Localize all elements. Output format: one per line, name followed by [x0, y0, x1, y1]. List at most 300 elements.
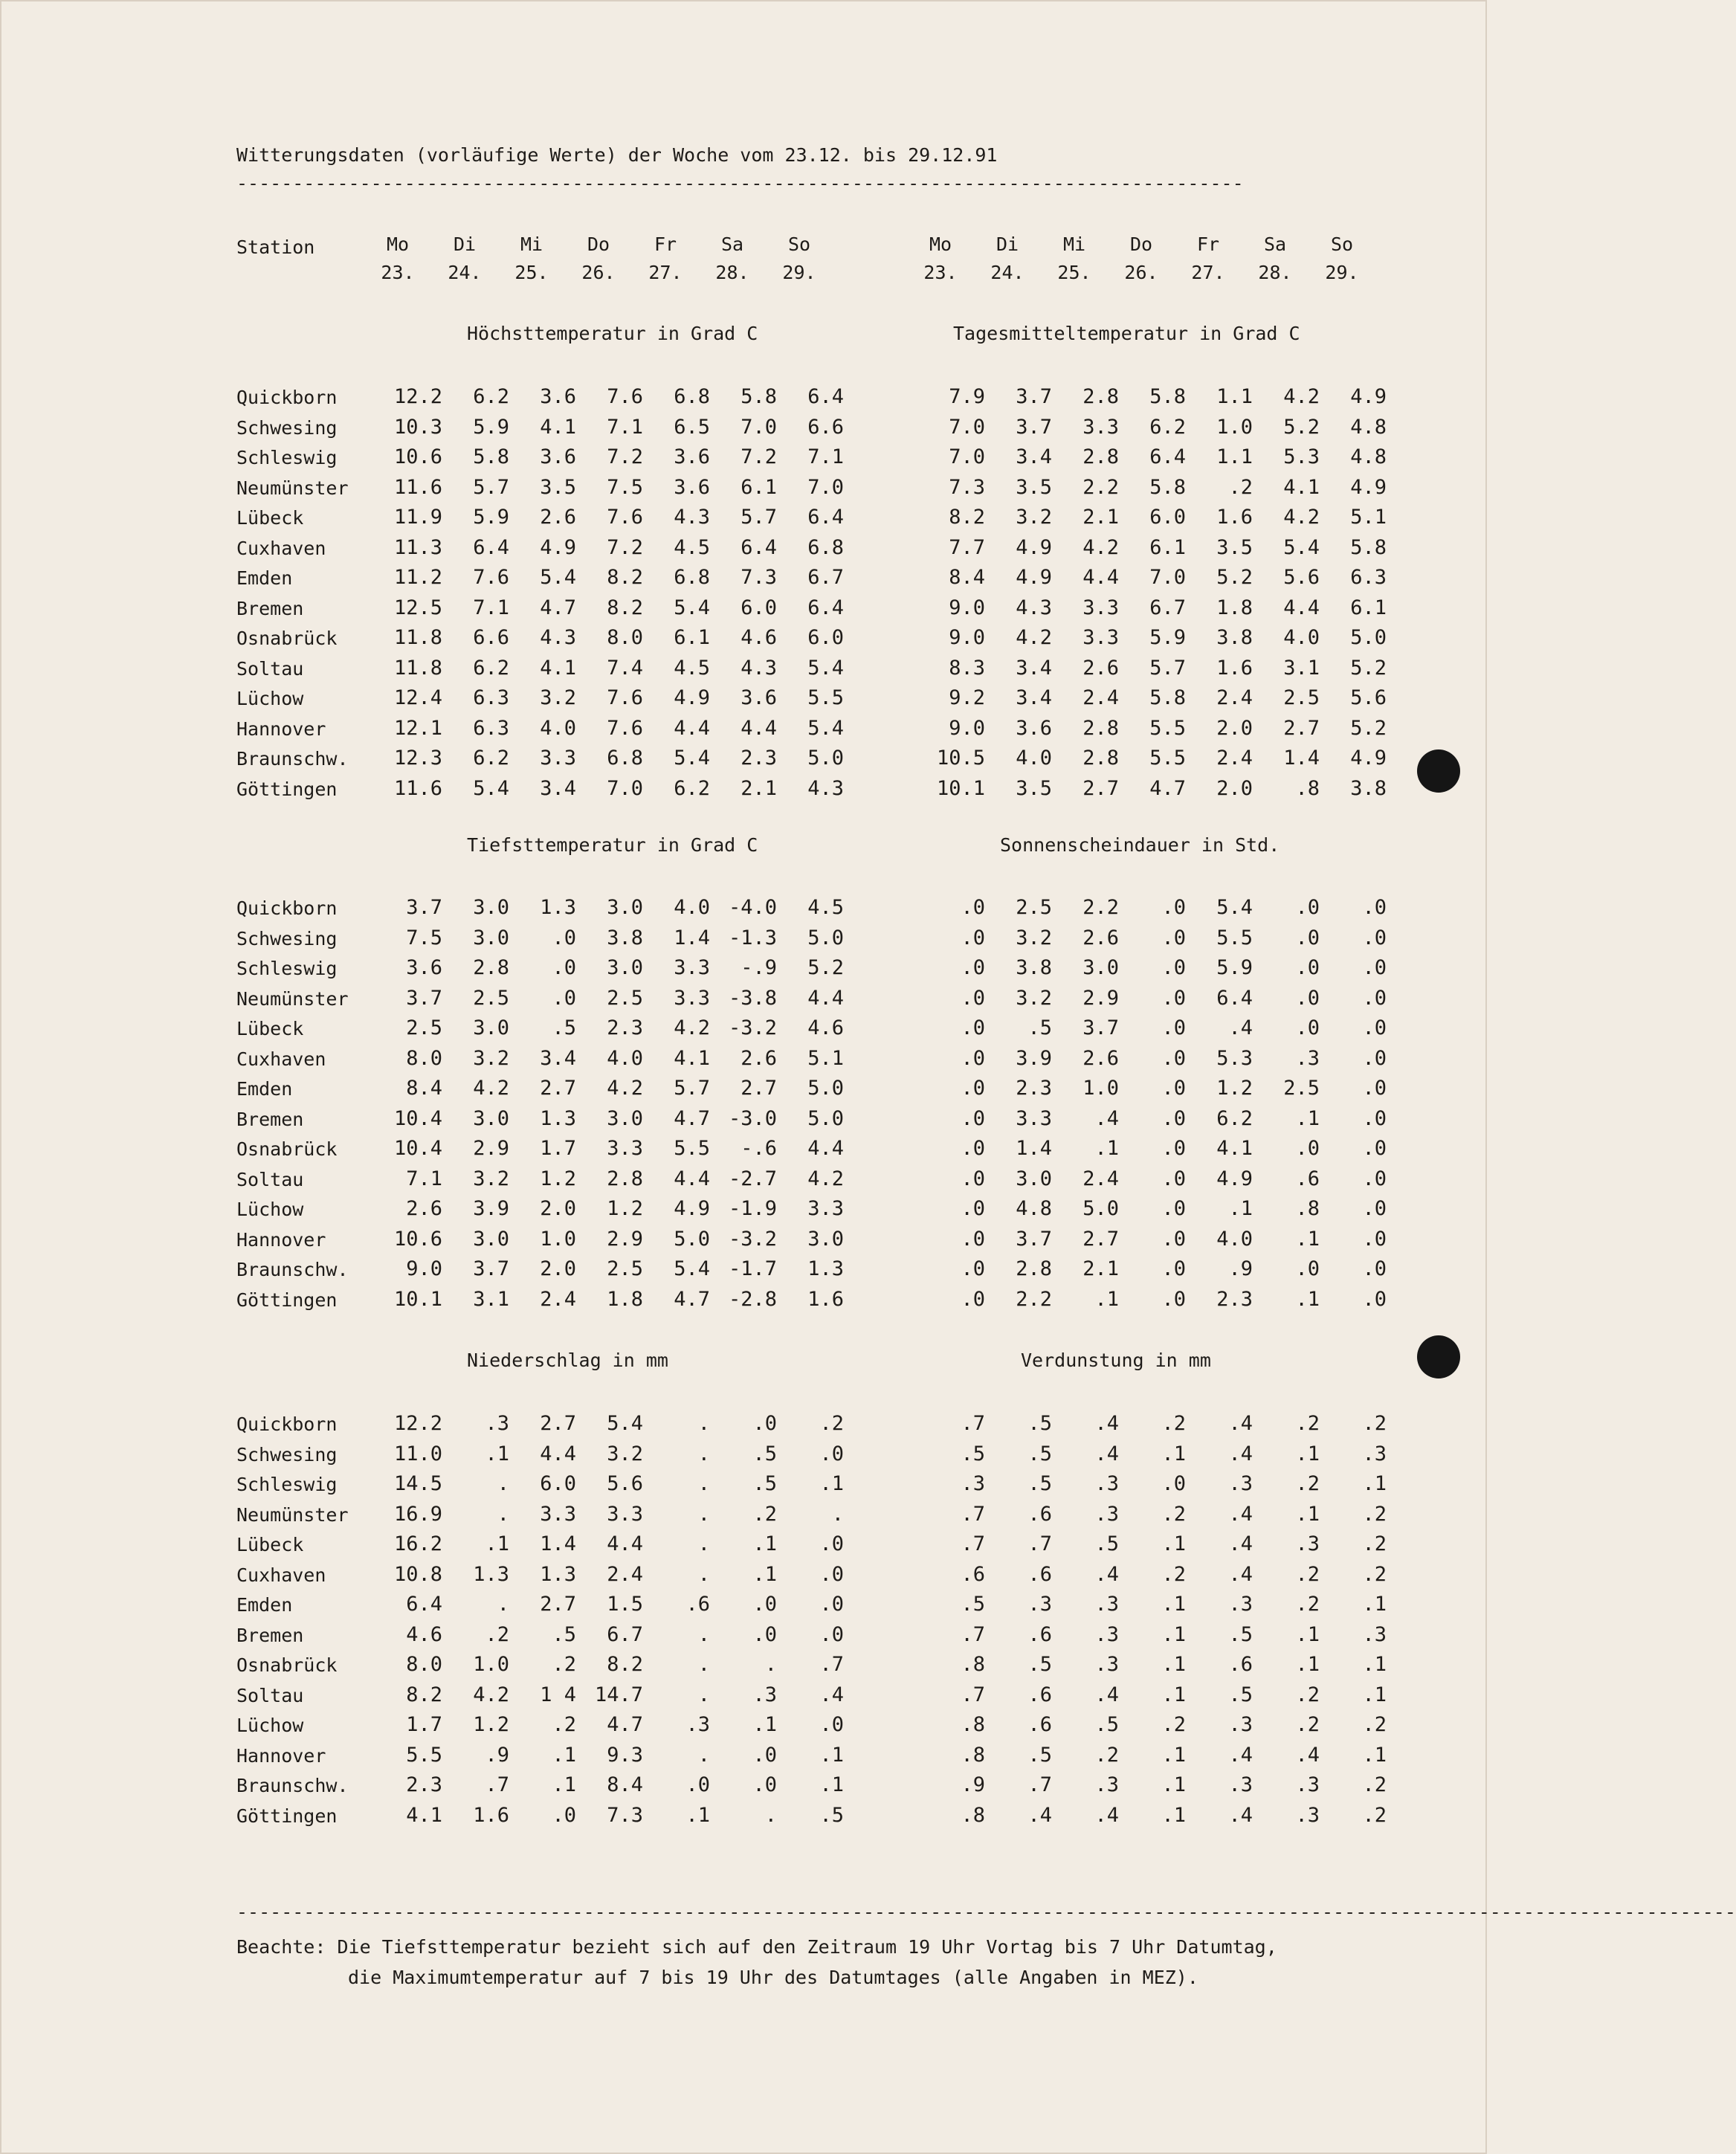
value-cell-right: .4	[1228, 1502, 1253, 1526]
value-cell-left: .1	[552, 1743, 576, 1767]
value-cell-left: 9.3	[607, 1743, 643, 1767]
value-cell-right: 8.3	[949, 656, 985, 680]
value-cell-right: .4	[1094, 1803, 1119, 1827]
table-row	[0, 717, 1487, 742]
value-cell-right: 5.4	[1216, 896, 1253, 919]
value-cell-right: 10.5	[936, 747, 985, 770]
value-cell-left: 6.5	[674, 415, 710, 439]
value-cell-right: 4.2	[1082, 535, 1119, 559]
day-date-right-1: 24.	[990, 262, 1025, 283]
value-cell-left: 7.5	[406, 926, 442, 949]
value-cell-right: 4.0	[1016, 747, 1052, 770]
value-cell-right: 4.1	[1216, 1137, 1253, 1160]
value-cell-right: .1	[1094, 1287, 1119, 1311]
value-cell-right: 4.2	[1283, 506, 1320, 529]
value-cell-right: .1	[1295, 1106, 1320, 1130]
station-name: Bremen	[236, 1624, 304, 1646]
table-row	[0, 1288, 1487, 1313]
value-cell-right: 6.1	[1149, 535, 1186, 559]
station-name: Hannover	[236, 1744, 326, 1767]
value-cell-right: .7	[1027, 1532, 1052, 1555]
value-cell-right: 1.6	[1216, 656, 1253, 680]
value-cell-left: 4.0	[674, 896, 710, 919]
section-title-left: Niederschlag in mm	[467, 1350, 668, 1371]
value-cell-left: 5.0	[807, 747, 844, 770]
value-cell-right: .3	[1295, 1532, 1320, 1555]
value-cell-left: 3.7	[406, 896, 442, 919]
value-cell-right: 3.2	[1016, 986, 1052, 1010]
value-cell-left: 3.6	[674, 475, 710, 499]
station-name: Neumünster	[236, 1503, 349, 1526]
value-cell-left: -1.7	[728, 1257, 777, 1280]
day-date-left-3: 26.	[581, 262, 616, 283]
station-name: Göttingen	[236, 778, 338, 800]
value-cell-right: 2.8	[1082, 385, 1119, 408]
value-cell-left: 2.7	[740, 1077, 777, 1100]
value-cell-right: .0	[1161, 1472, 1186, 1495]
value-cell-right: .0	[1161, 1287, 1186, 1311]
value-cell-left: 4.3	[674, 506, 710, 529]
value-cell-right: .9	[961, 1773, 985, 1796]
value-cell-right: 5.0	[1350, 626, 1387, 649]
table-row	[0, 1563, 1487, 1588]
value-cell-right: .0	[1362, 1257, 1387, 1280]
value-cell-right: .2	[1161, 1713, 1186, 1736]
value-cell-right: 5.5	[1216, 926, 1253, 949]
value-cell-left: 3.2	[607, 1442, 643, 1465]
value-cell-right: 4.8	[1350, 445, 1387, 468]
value-cell-right: .1	[1295, 1622, 1320, 1646]
value-cell-right: .1	[1362, 1683, 1387, 1706]
value-cell-right: .1	[1161, 1442, 1186, 1465]
station-name: Lübeck	[236, 1534, 304, 1555]
value-cell-left: 4.3	[540, 626, 576, 649]
value-cell-right: .0	[1161, 1106, 1186, 1130]
table-row	[0, 1744, 1487, 1769]
value-cell-left: 3.3	[674, 986, 710, 1010]
table-row	[0, 987, 1487, 1012]
value-cell-right: 7.0	[949, 415, 985, 439]
value-cell-left: 4.4	[740, 716, 777, 740]
value-cell-right: .6	[1027, 1683, 1052, 1706]
value-cell-right: 2.8	[1016, 1257, 1052, 1280]
value-cell-right: .1	[1094, 1137, 1119, 1160]
value-cell-right: .5	[1027, 1743, 1052, 1767]
day-date-right-4: 27.	[1191, 262, 1225, 283]
value-cell-right: 5.1	[1350, 506, 1387, 529]
value-cell-left: 7.1	[807, 445, 844, 468]
value-cell-left: 2.4	[540, 1287, 576, 1311]
value-cell-left: 9.0	[406, 1257, 442, 1280]
value-cell-right: 7.7	[949, 535, 985, 559]
value-cell-right: .0	[1362, 1046, 1387, 1070]
value-cell-left: 5.0	[674, 1227, 710, 1251]
value-cell-left: .1	[685, 1803, 710, 1827]
station-name: Schwesing	[236, 416, 338, 439]
value-cell-left: .0	[819, 1713, 844, 1736]
value-cell-right: 7.0	[949, 445, 985, 468]
value-cell-right: 2.3	[1016, 1077, 1052, 1100]
value-cell-right: .2	[1295, 1562, 1320, 1586]
value-cell-left: 1.5	[607, 1593, 643, 1616]
value-cell-right: .1	[1161, 1743, 1186, 1767]
station-name: Bremen	[236, 1108, 304, 1130]
value-cell-right: 2.5	[1283, 1077, 1320, 1100]
value-cell-left: .2	[485, 1622, 509, 1646]
value-cell-left: .	[831, 1502, 844, 1526]
value-cell-left: 6.4	[473, 535, 509, 559]
value-cell-right: 2.6	[1082, 926, 1119, 949]
value-cell-left: -3.2	[728, 1016, 777, 1039]
value-cell-right: .2	[1161, 1502, 1186, 1526]
value-cell-right: 5.2	[1283, 415, 1320, 439]
value-cell-left: -3.0	[728, 1106, 777, 1130]
value-cell-right: 3.0	[1082, 956, 1119, 979]
value-cell-left: 4.1	[540, 415, 576, 439]
value-cell-left: 6.0	[540, 1472, 576, 1495]
value-cell-left: 7.2	[607, 445, 643, 468]
value-cell-left: .0	[752, 1743, 777, 1767]
value-cell-left: 7.2	[740, 445, 777, 468]
value-cell-right: 4.2	[1283, 385, 1320, 408]
day-date-right-3: 26.	[1124, 262, 1158, 283]
value-cell-right: .0	[1161, 1046, 1186, 1070]
value-cell-left: 3.0	[473, 896, 509, 919]
table-row	[0, 1197, 1487, 1222]
value-cell-left: .1	[819, 1743, 844, 1767]
value-cell-left: .0	[552, 926, 576, 949]
day-date-right-0: 23.	[923, 262, 958, 283]
value-cell-right: .3	[1362, 1442, 1387, 1465]
value-cell-left: .3	[685, 1713, 710, 1736]
table-row	[0, 506, 1487, 531]
value-cell-left: 1.7	[540, 1137, 576, 1160]
value-cell-left: 12.2	[393, 385, 442, 408]
value-cell-right: .5	[961, 1593, 985, 1616]
value-cell-right: 6.3	[1350, 566, 1387, 589]
value-cell-right: 5.8	[1350, 535, 1387, 559]
value-cell-right: 3.1	[1283, 656, 1320, 680]
value-cell-left: .	[697, 1622, 710, 1646]
value-cell-right: 3.7	[1016, 1227, 1052, 1251]
value-cell-right: 4.9	[1350, 475, 1387, 499]
value-cell-right: 4.0	[1283, 626, 1320, 649]
station-name: Emden	[236, 567, 293, 589]
value-cell-right: .5	[1027, 1442, 1052, 1465]
value-cell-right: .1	[1161, 1532, 1186, 1555]
value-cell-left: 10.3	[393, 415, 442, 439]
value-cell-left: 3.0	[807, 1227, 844, 1251]
value-cell-left: 5.0	[807, 1077, 844, 1100]
value-cell-right: .3	[1094, 1472, 1119, 1495]
value-cell-right: .0	[961, 1137, 985, 1160]
value-cell-left: .3	[752, 1683, 777, 1706]
value-cell-left: 6.4	[807, 385, 844, 408]
value-cell-left: 4.5	[807, 896, 844, 919]
value-cell-left: 2.8	[607, 1167, 643, 1190]
value-cell-left: .1	[552, 1773, 576, 1796]
value-cell-right: .0	[1161, 1257, 1186, 1280]
value-cell-right: 1.0	[1082, 1077, 1119, 1100]
value-cell-left: -.9	[740, 956, 777, 979]
page-title: Witterungsdaten (vorläufige Werte) der Woche vom 23.12. bis 29.12.91	[236, 144, 998, 166]
value-cell-right: 2.4	[1216, 747, 1253, 770]
value-cell-right: 3.0	[1016, 1167, 1052, 1190]
station-name: Lüchow	[236, 1715, 304, 1736]
value-cell-right: .5	[1228, 1622, 1253, 1646]
value-cell-left: 7.6	[607, 506, 643, 529]
value-cell-left: 1.2	[473, 1713, 509, 1736]
value-cell-right: 5.0	[1082, 1197, 1119, 1220]
value-cell-left: 4.4	[674, 716, 710, 740]
value-cell-left: 6.1	[740, 475, 777, 499]
value-cell-left: .7	[819, 1653, 844, 1676]
value-cell-right: 1.2	[1216, 1077, 1253, 1100]
value-cell-right: .5	[961, 1442, 985, 1465]
value-cell-left: 4.2	[473, 1077, 509, 1100]
station-name: Hannover	[236, 718, 326, 740]
value-cell-right: .0	[1295, 986, 1320, 1010]
value-cell-left: 4.4	[540, 1442, 576, 1465]
value-cell-left: 2.0	[540, 1257, 576, 1280]
value-cell-left: .1	[485, 1532, 509, 1555]
table-row	[0, 1472, 1487, 1497]
value-cell-right: .4	[1094, 1442, 1119, 1465]
value-cell-right: .0	[961, 1197, 985, 1220]
table-row	[0, 1653, 1487, 1678]
value-cell-right: .2	[1161, 1412, 1186, 1435]
value-cell-left: 4.2	[607, 1077, 643, 1100]
value-cell-right: 2.8	[1082, 716, 1119, 740]
value-cell-right: 5.5	[1149, 716, 1186, 740]
value-cell-right: .1	[1161, 1773, 1186, 1796]
value-cell-left: 5.4	[807, 656, 844, 680]
value-cell-left: 5.5	[674, 1137, 710, 1160]
value-cell-left: 5.4	[674, 596, 710, 619]
value-cell-left: .	[697, 1412, 710, 1435]
value-cell-left: 7.6	[607, 686, 643, 709]
value-cell-right: 5.5	[1149, 747, 1186, 770]
station-name: Quickborn	[236, 1413, 338, 1435]
value-cell-right: .0	[961, 1106, 985, 1130]
value-cell-right: 2.7	[1082, 776, 1119, 800]
value-cell-left: 6.7	[607, 1622, 643, 1646]
value-cell-right: 8.2	[949, 506, 985, 529]
value-cell-left: 2.5	[406, 1016, 442, 1039]
day-date-left-0: 23.	[381, 262, 415, 283]
station-name: Schleswig	[236, 1474, 338, 1495]
value-cell-right: 4.8	[1350, 415, 1387, 439]
value-cell-left: 3.0	[607, 896, 643, 919]
value-cell-left: 4.0	[540, 716, 576, 740]
value-cell-left: 1 4	[540, 1683, 576, 1706]
value-cell-left: 2.4	[607, 1562, 643, 1586]
table-row	[0, 626, 1487, 651]
value-cell-right: 3.5	[1016, 776, 1052, 800]
value-cell-left: .	[497, 1472, 509, 1495]
value-cell-right: .7	[961, 1622, 985, 1646]
value-cell-left: 8.2	[406, 1683, 442, 1706]
station-name: Osnabrück	[236, 1654, 338, 1676]
value-cell-left: .	[697, 1683, 710, 1706]
value-cell-left: .5	[752, 1472, 777, 1495]
value-cell-right: .8	[1295, 776, 1320, 800]
value-cell-left: 6.7	[807, 566, 844, 589]
value-cell-right: 3.9	[1016, 1046, 1052, 1070]
value-cell-right: 3.3	[1082, 626, 1119, 649]
value-cell-left: .6	[685, 1593, 710, 1616]
value-cell-right: .2	[1362, 1562, 1387, 1586]
value-cell-left: 7.4	[607, 656, 643, 680]
table-row	[0, 385, 1487, 410]
value-cell-right: 3.3	[1082, 415, 1119, 439]
value-cell-right: .0	[1161, 1137, 1186, 1160]
value-cell-right: 3.4	[1016, 686, 1052, 709]
value-cell-right: 6.2	[1149, 415, 1186, 439]
value-cell-left: 7.0	[740, 415, 777, 439]
value-cell-right: .2	[1362, 1532, 1387, 1555]
value-cell-right: 8.4	[949, 566, 985, 589]
value-cell-left: 6.2	[674, 776, 710, 800]
value-cell-left: 8.0	[406, 1653, 442, 1676]
table-row	[0, 686, 1487, 712]
station-name: Braunschw.	[236, 1259, 349, 1280]
value-cell-right: .0	[1362, 1137, 1387, 1160]
value-cell-left: 10.6	[393, 1227, 442, 1251]
table-row	[0, 1228, 1487, 1253]
value-cell-left: .	[497, 1593, 509, 1616]
value-cell-left: 5.4	[607, 1412, 643, 1435]
table-row	[0, 1773, 1487, 1799]
table-row	[0, 566, 1487, 591]
value-cell-right: 4.9	[1350, 747, 1387, 770]
value-cell-left: .1	[752, 1562, 777, 1586]
value-cell-right: .0	[961, 1287, 985, 1311]
section-title-right: Verdunstung in mm	[1021, 1350, 1211, 1371]
table-row	[0, 596, 1487, 622]
value-cell-left: 6.4	[807, 506, 844, 529]
value-cell-right: 4.2	[1016, 626, 1052, 649]
value-cell-right: .0	[1362, 1106, 1387, 1130]
value-cell-left: 1.3	[540, 896, 576, 919]
value-cell-left: 3.3	[540, 747, 576, 770]
value-cell-right: 2.1	[1082, 506, 1119, 529]
value-cell-left: .	[697, 1442, 710, 1465]
table-row	[0, 1257, 1487, 1283]
value-cell-left: .	[697, 1653, 710, 1676]
value-cell-left: 7.2	[607, 535, 643, 559]
section-title-left: Tiefsttemperatur in Grad C	[467, 834, 758, 856]
value-cell-right: 6.0	[1149, 506, 1186, 529]
value-cell-left: 1.3	[807, 1257, 844, 1280]
value-cell-right: .3	[1094, 1653, 1119, 1676]
value-cell-left: .0	[752, 1773, 777, 1796]
day-abbr-left-6: So	[787, 233, 811, 255]
value-cell-left: .2	[552, 1653, 576, 1676]
value-cell-right: 7.3	[949, 475, 985, 499]
day-date-right-5: 28.	[1258, 262, 1292, 283]
value-cell-left: 6.2	[473, 385, 509, 408]
value-cell-left: 4.6	[807, 1016, 844, 1039]
value-cell-right: 5.2	[1350, 656, 1387, 680]
table-row	[0, 1683, 1487, 1709]
value-cell-right: .1	[1295, 1442, 1320, 1465]
value-cell-left: 3.3	[540, 1502, 576, 1526]
value-cell-left: 5.1	[807, 1046, 844, 1070]
value-cell-left: .	[697, 1562, 710, 1586]
value-cell-left: .	[697, 1502, 710, 1526]
value-cell-right: 9.2	[949, 686, 985, 709]
value-cell-right: 5.8	[1149, 385, 1186, 408]
value-cell-left: 7.6	[473, 566, 509, 589]
value-cell-left: 6.8	[807, 535, 844, 559]
value-cell-right: .2	[1094, 1743, 1119, 1767]
value-cell-right: 6.1	[1350, 596, 1387, 619]
value-cell-right: 4.0	[1216, 1227, 1253, 1251]
table-row	[0, 896, 1487, 921]
table-row	[0, 926, 1487, 952]
value-cell-left: 3.3	[807, 1197, 844, 1220]
value-cell-left: 3.6	[674, 445, 710, 468]
punch-hole-top	[1417, 749, 1460, 793]
value-cell-right: .2	[1362, 1713, 1387, 1736]
value-cell-left: .2	[752, 1502, 777, 1526]
table-row	[0, 416, 1487, 441]
value-cell-left: 10.4	[393, 1137, 442, 1160]
value-cell-right: 3.3	[1016, 1106, 1052, 1130]
value-cell-left: 10.4	[393, 1106, 442, 1130]
value-cell-left: 7.1	[406, 1167, 442, 1190]
station-name: Quickborn	[236, 387, 338, 408]
value-cell-right: .2	[1295, 1713, 1320, 1736]
value-cell-left: .1	[752, 1532, 777, 1555]
value-cell-right: .3	[1295, 1773, 1320, 1796]
table-row	[0, 777, 1487, 802]
value-cell-right: 1.1	[1216, 445, 1253, 468]
value-cell-right: 3.4	[1016, 445, 1052, 468]
value-cell-right: .0	[1161, 926, 1186, 949]
value-cell-left: 4.2	[674, 1016, 710, 1039]
value-cell-left: 4.5	[674, 656, 710, 680]
value-cell-right: 9.0	[949, 626, 985, 649]
station-name: Emden	[236, 1594, 293, 1616]
station-name: Quickborn	[236, 897, 338, 919]
value-cell-left: 16.2	[393, 1532, 442, 1555]
value-cell-left: 4.7	[674, 1106, 710, 1130]
value-cell-right: .4	[1228, 1532, 1253, 1555]
value-cell-left: 1.0	[540, 1227, 576, 1251]
value-cell-left: 1.8	[607, 1287, 643, 1311]
value-cell-left: 4.4	[807, 1137, 844, 1160]
day-date-right-6: 29.	[1325, 262, 1359, 283]
station-name: Schleswig	[236, 447, 338, 468]
day-date-left-6: 29.	[782, 262, 816, 283]
table-row	[0, 1047, 1487, 1072]
note-line-1: Beachte: Die Tiefsttemperatur bezieht sich auf den Zeitraum 19 Uhr Vortag bis 7 Uhr Datumtag,	[236, 1936, 1277, 1958]
value-cell-left: .0	[685, 1773, 710, 1796]
value-cell-left: .	[497, 1502, 509, 1526]
value-cell-left: 11.0	[393, 1442, 442, 1465]
value-cell-left: 1.6	[807, 1287, 844, 1311]
value-cell-right: 2.7	[1283, 716, 1320, 740]
station-name: Osnabrück	[236, 1138, 338, 1160]
value-cell-right: .4	[1027, 1803, 1052, 1827]
station-name: Cuxhaven	[236, 1048, 326, 1070]
value-cell-left: 4.9	[674, 1197, 710, 1220]
value-cell-right: .3	[1228, 1773, 1253, 1796]
value-cell-left: 4.1	[540, 656, 576, 680]
value-cell-right: 1.1	[1216, 385, 1253, 408]
